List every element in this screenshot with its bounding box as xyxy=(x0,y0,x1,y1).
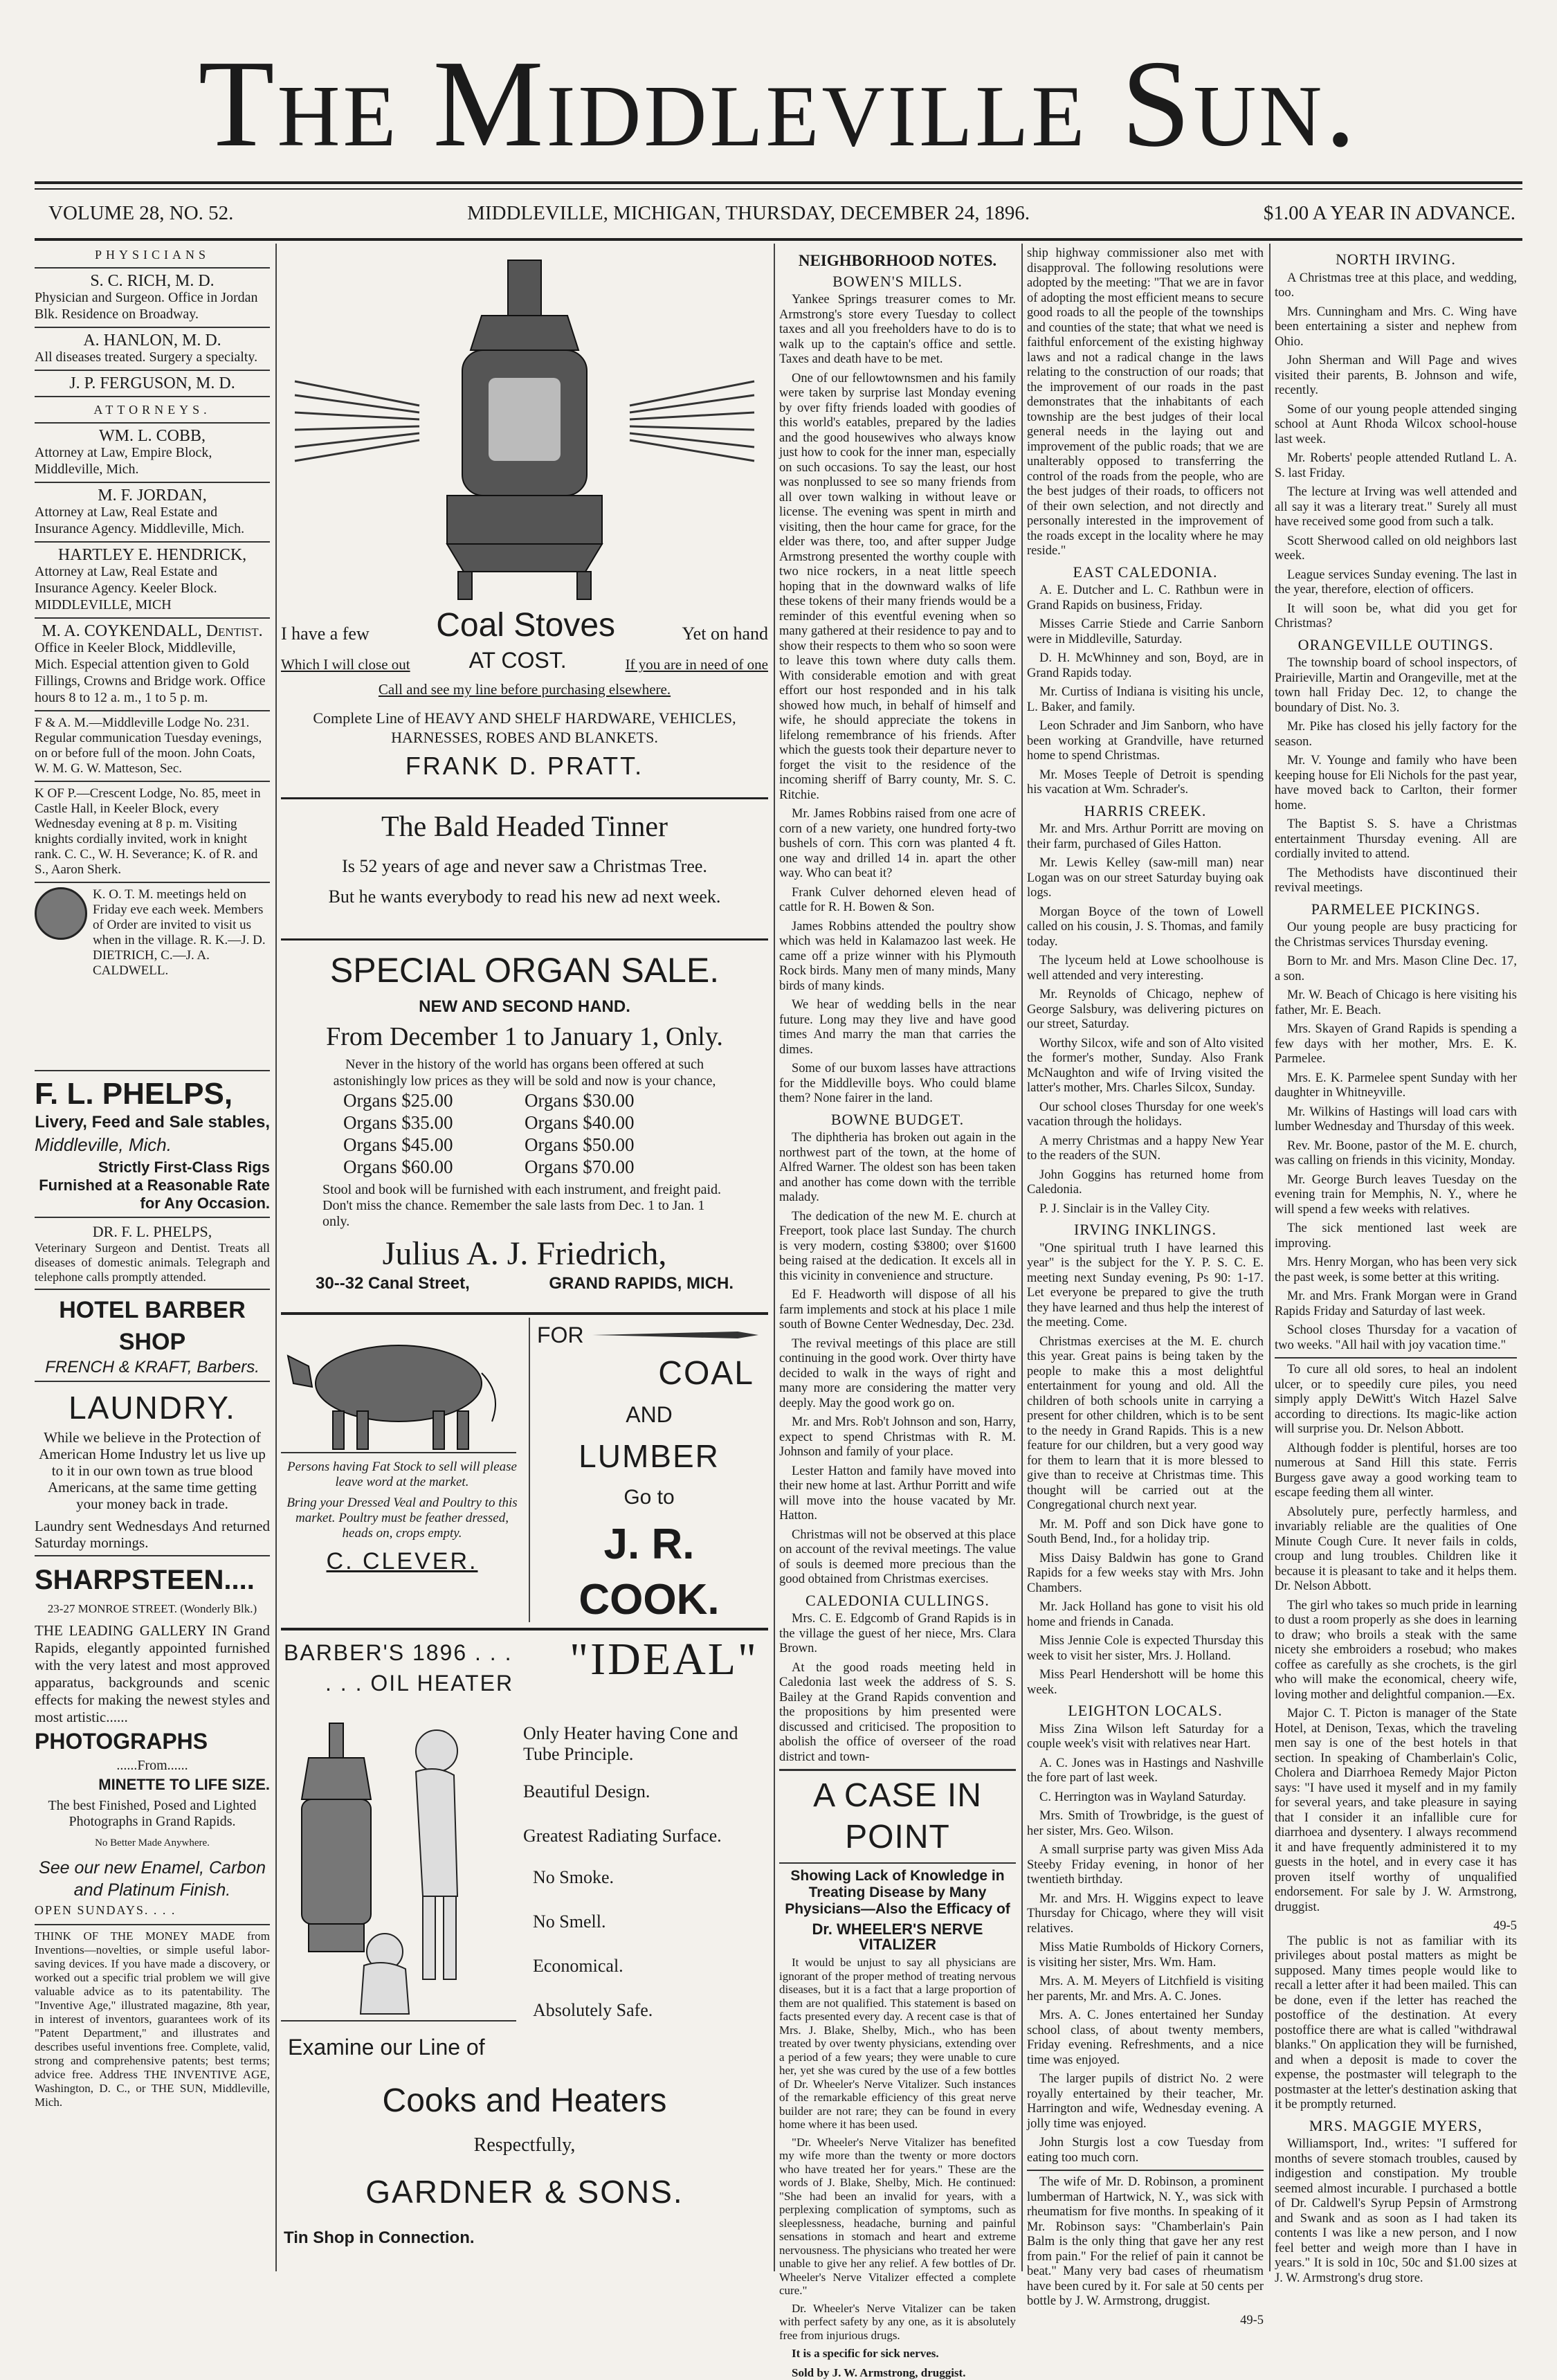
column-rule xyxy=(774,244,775,2271)
ideal-feature: No Smoke. xyxy=(523,1867,765,1888)
divider xyxy=(35,396,270,397)
news-paragraph: A. C. Jones was in Hastings and Nashville the fore part of last week. xyxy=(1027,1756,1264,1786)
news-paragraph: Yankee Springs treasurer comes to Mr. Armstrong's store every Tuesday to collect taxes and all you freeholders have to do is to walk up to the captain's office and settle. Taxes and death have to be met. xyxy=(779,293,1016,367)
news-paragraph: ship highway commissioner also met with disapproval. The following resolutions were adopted by the meeting: "That we are in favor of adopting the most efficient means to secure good roads to all the people of the townships and counties of the state; that what we need is faithful enforcement of the existing highway laws and not a radical change in the laws relating to the construction of our roads; that the improvement of our roads in the past demonstrates that the inhabitants of each township are the best judges of their local general needs in the laying out and improvement of the public roads; that we are unalterably opposed to transferring the control of the roads from the people, who are the best judges of their roads, to officers not of their own selection, and not directly and personally interested in the improvement of the roads except in the locality where he may reside." xyxy=(1027,246,1264,559)
cook-goto: Go to xyxy=(530,1478,768,1517)
clever-ad xyxy=(281,1318,523,1622)
cook-coal: COAL xyxy=(530,1352,768,1395)
attorneys-heading: ATTORNEYS. xyxy=(35,401,270,418)
news-paragraph: Our young people are busy practicing for the Christmas services Thursday evening. xyxy=(1275,920,1517,950)
organ-price: Organs $35.00 xyxy=(343,1111,525,1134)
news-paragraph: Our school closes Thursday for one week's vacation through the holidays. xyxy=(1027,1100,1264,1130)
cook-ad xyxy=(529,1318,768,1622)
organ-stool: Stool and book will be furnished with each instrument, and freight paid. Don't miss the chance. Remember the sale lasts from Dec. 1 to Jan. 1 only. xyxy=(281,1178,768,1234)
card-name: WM. L. COBB, xyxy=(35,428,270,444)
news-paragraph: "Dr. Wheeler's Nerve Vitalizer has benefited my wife more than the twenty or more doctors who have treated her for years." These are the words of J. Blake, Shelby, Mich. He continued: "She had been an invalid for years, with a perplexing complication of symptoms, such as sleeplessness, headache, burning and painful sensations in stomach and heart and extreme nervousness. The physicians who treated her were unable to give her any relief. A few bottles of Dr. Wheeler's Nerve Vitalizer effected a complete cure." xyxy=(779,2136,1016,2298)
news-paragraph: Lester Hatton and family have moved into their new home at last. Arthur Porritt and wife will move into the house vacated by Mr. Hatton. xyxy=(779,1464,1016,1524)
news-paragraph: Miss Matie Rumbolds of Hickory Corners, is visiting her sister, Mrs. Wm. Ham. xyxy=(1027,1941,1264,1970)
tinner-line: But he wants everybody to read his new ad next week. xyxy=(281,882,768,912)
pratt-call: Call and see my line before purchasing elsewhere. xyxy=(281,681,768,698)
lodge-notice: F & A. M.—Middleville Lodge No. 231. Regular communication Tuesday evenings, on or before full of the moon. John Coats, W. M. G. W. Matteson, Sec. xyxy=(35,716,270,776)
volume-number: VOLUME 28, NO. 52. xyxy=(48,202,233,230)
news-paragraph: Mr. Moses Teeple of Detroit is spending his vacation at Wm. Schrader's. xyxy=(1027,768,1264,798)
news-paragraph: Mrs. Skayen of Grand Rapids is spending a few days with her mother, Mrs. E. K. Parmelee. xyxy=(1275,1022,1517,1067)
card-name: A. HANLON, M. D. xyxy=(35,332,270,349)
organ-price: Organs $25.00 xyxy=(343,1089,525,1111)
organ-title: SPECIAL ORGAN SALE. xyxy=(281,944,768,997)
divider xyxy=(35,267,270,269)
news-paragraph: Mrs. E. K. Parmelee spent Sunday with her daughter in Whitneyville. xyxy=(1275,1071,1517,1101)
case-brand: Dr. WHEELER'S NERVE VITALIZER xyxy=(779,1922,1016,1952)
dateline xyxy=(48,202,1515,230)
subsection-heading: IRVING INKLINGS. xyxy=(1027,1222,1264,1237)
card-text: Office in Keeler Block, Middleville, Mich. Especial attention given to Gold Fillings, Crowns and Bridge work. Office hours 8 to 12 a. m., 1 to 5 p. m. xyxy=(35,639,270,706)
news-paragraph: Mrs. Cunningham and Mrs. C. Wing have been entertaining a sister and nephew from Ohio. xyxy=(1275,305,1517,350)
organ-city: GRAND RAPIDS, MICH. xyxy=(549,1274,734,1293)
lodge-emblem-icon xyxy=(35,887,87,940)
news-paragraph: The public is not as familiar with its privileges about postal matters as might be supposed. Many times people would like to recall a letter after it had been mailed. This can be done, even if the letter has reached the postoffice of the destination. At every postoffice there are what is called "withdrawal blanks." On application they will be furnished, and when a deposit is made to cover the expense, the postmaster will telegraph to the postmaster at the letter's destination asking that it be promptly returned. xyxy=(1275,1934,1517,2113)
news-paragraph: It will soon be, what did you get for Christmas? xyxy=(1275,602,1517,632)
cow-illustration xyxy=(281,1318,516,1456)
ideal-feature: Only Heater having Cone and Tube Principle. xyxy=(523,1723,765,1765)
news-paragraph: The township board of school inspectors, of Prairieville, Martin and Orangeville, met at the town hall Friday Dec. 12, to change the boundary of Dist. No. 3. xyxy=(1275,656,1517,716)
news-paragraph: Miss Pearl Hendershott will be home this week. xyxy=(1027,1668,1264,1698)
news-paragraph: C. Herrington was in Wayland Saturday. xyxy=(1027,1790,1264,1806)
sharpsteen-from: ......From...... xyxy=(35,1756,270,1775)
news-paragraph: A merry Christmas and a happy New Year to the readers of the SUN. xyxy=(1027,1134,1264,1164)
column-rule xyxy=(275,244,277,2271)
cook-name: J. R. COOK. xyxy=(530,1517,768,1628)
divider xyxy=(281,1628,768,1630)
news-paragraph: A small surprise party was given Miss Ada Steeby Friday evening, in honor of her twentieth birthday. xyxy=(1027,1843,1264,1888)
sharpsteen-enamel: See our new Enamel, Carbon and Platinum Finish. xyxy=(35,1857,270,1901)
ideal-tin-shop: Tin Shop in Connection. xyxy=(284,2228,475,2248)
news-paragraph: Mr. Wilkins of Hastings will load cars with lumber Wednesday and Thursday of this week. xyxy=(1275,1105,1517,1135)
pratt-at-cost: AT COST. xyxy=(469,648,567,673)
news-paragraph: To cure all old sores, to heal an indolent ulcer, or to speedily cure piles, you need simply apply DeWitt's Witch Hazel Salve according to directions. Its magic-like action will surprise you. Dr. Nelson Abbott. xyxy=(1275,1363,1517,1437)
news-paragraph: Christmas exercises at the M. E. church this year. Great pains is being taken by the people to make this a most delightful entertainment for young and old. All the children of both schools unite in carrying a present for other children, which is to be sent to the needy in Grand Rapids. This is a new feature for our children, but a very good way for them to learn that it is more blessed to give than to receive at Christmas time. This thought will be carried out at the Congregational church next year. xyxy=(1027,1335,1264,1514)
news-paragraph: Williamsport, Ind., writes: "I suffered for months of severe stomach troubles, caused by indigestion and constipation. My trouble seemed almost incurable. I purchased a bottle of Dr. Caldwell's Syrup Pepsin of Armstrong and Swank and as soon as I had taken its contents I was like a new person, and I now feel better and weigh more than I have in years." It is sold in 10c, 50c and $1.00 sizes at J. W. Armstrong's drug store. xyxy=(1275,2137,1517,2286)
place-date: MIDDLEVILLE, MICHIGAN, THURSDAY, DECEMBER 24, 1896. xyxy=(467,202,1030,230)
sharpsteen-sundays: OPEN SUNDAYS. . . . xyxy=(35,1901,270,1920)
news-paragraph: Mr. James Robbins raised from one acre of corn of a new variety, one hundred forty-two bushels of corn. This corn was planted 4 ft. one way and drilled 14 in. apart the other way. Who can beat it? xyxy=(779,807,1016,882)
subsection-heading: MRS. MAGGIE MYERS, xyxy=(1275,2118,1517,2134)
cook-lumber: LUMBER xyxy=(530,1434,768,1478)
divider xyxy=(1027,2170,1264,2171)
ideal-heater-ad xyxy=(281,1633,768,2270)
news-paragraph: James Robbins attended the poultry show which was held in Kalamazoo last week. He came off a prize winner with his Plymouth Rock birds. Many men of many minds, Many birds of many kinds. xyxy=(779,920,1016,994)
news-paragraph: The revival meetings of this place are still continuing in the good work. Over thirty have decided to walk in the ways of right and many more are considering the matter very deeply. May the good work go on. xyxy=(779,1337,1016,1412)
coal-stove-illustration xyxy=(281,246,768,606)
news-paragraph: Leon Schrader and Jim Sanborn, who have been working at Grandville, have returned home to spend Christmas. xyxy=(1027,719,1264,764)
case-sub: Showing Lack of Knowledge in Treating Disease by Many Physicians—Also the Efficacy of xyxy=(779,1868,1016,1918)
news-paragraph: Mr. M. Poff and son Dick have gone to South Bend, Ind., for a holiday trip. xyxy=(1027,1518,1264,1547)
news-paragraph: Mrs. Henry Morgan, who has been very sick the past week, is some better at this writing. xyxy=(1275,1255,1517,1285)
clever-text: Persons having Fat Stock to sell will please leave word at the market. xyxy=(281,1460,523,1490)
lodge-notice: K OF P.—Crescent Lodge, No. 85, meet in Castle Hall, in Keeler Block, every Wednesday evening at 8 p. m. Visiting knights cordially invited, work in knight rank. C. C., W. H. Severance; K. of R. and S., Aaron Sherk. xyxy=(35,786,270,878)
organ-seller-name: Julius A. J. Friedrich, xyxy=(281,1234,768,1274)
news-paragraph: Frank Culver dehorned eleven head of cattle for R. H. Bowen & Son. xyxy=(779,886,1016,916)
news-paragraph: Mrs. Smith of Trowbridge, is the guest of her sister, Mrs. Geo. Wilson. xyxy=(1027,1809,1264,1839)
tinner-ad xyxy=(281,803,768,934)
pratt-complete: Complete Line of HEAVY AND SHELF HARDWARE, VEHICLES, HARNESSES, ROBES AND BLANKETS. xyxy=(281,709,768,747)
pratt-need: If you are in need of one xyxy=(626,656,768,673)
news-paragraph: Mr. Pike has closed his jelly factory for the season. xyxy=(1275,720,1517,750)
news-paragraph: Mr. George Burch leaves Tuesday on the evening train for Memphis, N. Y., where he will spend a few weeks with relatives. xyxy=(1275,1173,1517,1218)
news-paragraph: The wife of Mr. D. Robinson, a prominent lumberman of Hartwick, N. Y., was sick with rheumatism for five months. In speaking of it Mr. Robinson says: "Chamberlain's Pain Balm is the only thing that gave her any rest from pain." For the relief of pain it cannot be beat." Many very bad cases of rheumatism have been cured by it. For sale at 50 cents per bottle by J. W. Armstrong, druggist. xyxy=(1027,2175,1264,2309)
divider xyxy=(35,882,270,883)
township-news-column xyxy=(1275,246,1517,2267)
news-paragraph: Mr. and Mrs. H. Wiggins expect to leave Thursday for Chicago, where they will visit relatives. xyxy=(1027,1892,1264,1937)
subsection-heading: BOWNE BUDGET. xyxy=(779,1112,1016,1127)
news-paragraph: "One spiritual truth I have learned this year" is the subject for the Y. P. S. C. E. meeting next Sunday evening, Ps 90: 1-17. Let everyone be prepared to give the truth they have learned and thus help the interest of the meeting. Come. xyxy=(1027,1242,1264,1331)
ideal-seller: GARDNER & SONS. xyxy=(281,2173,768,2210)
pratt-coal-stoves: Coal Stoves xyxy=(436,606,615,644)
news-paragraph: John Goggins has returned home from Caledonia. xyxy=(1027,1168,1264,1198)
news-paragraph: Sold by J. W. Armstrong, druggist. xyxy=(779,2365,1016,2380)
news-paragraph: The girl who takes so much pride in learning to dust a room properly as she does in learning to draw; who broils a steak with the same nicety she embroiders a rosebud; who makes coffee as carefully as she crochets, is the girl who will make the economical, cheery wife, loving mother and delightful companion.—Ex. xyxy=(1275,1599,1517,1703)
subscription-price: $1.00 A YEAR IN ADVANCE. xyxy=(1264,202,1515,230)
sharpsteen-text: THE LEADING GALLERY IN Grand Rapids, elegantly appointed furnished with the very latest and most approved apparatus, backgrounds and scenic effects for making the newest styles and most artistic...... xyxy=(35,1622,270,1726)
organ-sale-ad xyxy=(281,944,768,1304)
section-heading: NEIGHBORHOOD NOTES. xyxy=(779,253,1016,269)
card-name: HARTLEY E. HENDRICK, xyxy=(35,547,270,563)
pratt-ad xyxy=(281,246,768,793)
news-paragraph: School closes Thursday for a vacation of two weeks. "All hail with joy vacation time." xyxy=(1275,1323,1517,1353)
tinner-title: The Bald Headed Tinner xyxy=(281,803,768,851)
ideal-feature-list xyxy=(523,1723,765,2044)
divider xyxy=(35,1381,270,1382)
ads-column xyxy=(35,1066,270,2270)
clever-text: Bring your Dressed Veal and Poultry to this market. Poultry must be feather dressed, heads on, crops empty. xyxy=(281,1496,523,1541)
sharpsteen-minette: MINETTE TO LIFE SIZE. xyxy=(35,1775,270,1794)
news-paragraph: Mr. Curtiss of Indiana is visiting his uncle, L. Baker, and family. xyxy=(1027,685,1264,715)
divider xyxy=(35,422,270,424)
news-paragraph: Miss Zina Wilson left Saturday for a couple week's visit with relatives near Hart. xyxy=(1027,1723,1264,1752)
pratt-yet: Yet on hand xyxy=(682,624,768,644)
news-paragraph: Mrs. C. E. Edgcomb of Grand Rapids is in the village the guest of her niece, Mrs. Clara Brown. xyxy=(779,1612,1016,1657)
news-paragraph: The larger pupils of district No. 2 were royally entertained by their teacher, Mr. Harrington and wife, Wednesday evening. A jolly time was enjoyed. xyxy=(1027,2072,1264,2132)
organ-price: Organs $45.00 xyxy=(343,1134,525,1156)
ideal-examine: Examine our Line of xyxy=(281,2035,775,2060)
news-paragraph: Dr. Wheeler's Nerve Vitalizer can be taken with perfect safety by any one, as it is absolutely free from injurious drugs. xyxy=(779,2302,1016,2343)
sharpsteen-finished: The best Finished, Posed and Lighted Photographs in Grand Rapids. xyxy=(35,1798,270,1830)
subsection-heading: BOWEN'S MILLS. xyxy=(779,274,1016,289)
news-paragraph: Misses Carrie Stiede and Carrie Sanborn were in Middleville, Saturday. xyxy=(1027,617,1264,647)
organ-price: Organs $70.00 xyxy=(525,1156,706,1178)
card-text: Attorney at Law, Real Estate and Insurance Agency. Keeler Block. MIDDLEVILLE, MICH xyxy=(35,563,270,613)
news-paragraph: Mr. and Mrs. Arthur Porritt are moving on their farm, purchased of Giles Hatton. xyxy=(1027,822,1264,852)
ideal-resp: Respectfully, xyxy=(281,2134,768,2156)
subsection-heading: EAST CALEDONIA. xyxy=(1027,565,1264,580)
subsection-heading: CALEDONIA CULLINGS. xyxy=(779,1593,1016,1608)
news-paragraph: Ed F. Headworth will dispose of all his farm implements and stock at his place 1 mile south of Bowne Center Wednesday, Dec. 23d. xyxy=(779,1288,1016,1333)
sharpsteen-address: 23-27 MONROE STREET. (Wonderly Blk.) xyxy=(35,1599,270,1618)
news-paragraph: Mr. and Mrs. Rob't Johnson and son, Harry, expect to spend Christmas with R. M. Johnson and family of your place. xyxy=(779,1415,1016,1460)
news-paragraph: The Methodists have discontinued their revival meetings. xyxy=(1275,866,1517,896)
news-paragraph: It would be unjust to say all physicians are ignorant of the proper method of treating nervous diseases, but it is a fact that a large proportion of them are not qualified. This statement is based on facts presented every day. A recent case is that of Mrs. J. Blake, Shelby, Mich., who has been treated by over twenty physicians, extending over a period of a few years; they were unable to cure her, yet she was cured by the use of a few bottles of Dr. Wheeler's Nerve Vitalizer. Such instances of the remarkable efficiency of this great nerve builder are not rare; they can be found in every home where it has been used. xyxy=(779,1956,1016,2132)
news-paragraph: The sick mentioned last week are improving. xyxy=(1275,1221,1517,1251)
organ-address: 30--32 Canal Street, xyxy=(316,1274,470,1293)
dateline-rule xyxy=(35,238,1522,241)
news-paragraph: Although fodder is plentiful, horses are too numerous at Sand Hill this state. Ferris Burgess gave away a good working team to escape feeding them all winter. xyxy=(1275,1442,1517,1501)
lodge-notice: K. O. T. M. meetings held on Friday eve each week. Members of Order are invited to visit us when in the village. R. K.—J. D. DIETRICH, C.—J. A. CALDWELL. xyxy=(93,887,270,979)
news-paragraph: Mr. V. Younge and family who have been keeping house for Eli Nichols for the past year, have moved back to Carlton, their former home. xyxy=(1275,754,1517,813)
news-paragraph: A. E. Dutcher and L. C. Rathbun were in Grand Rapids on business, Friday. xyxy=(1027,583,1264,613)
divider xyxy=(35,710,270,711)
news-paragraph: Miss Daisy Baldwin has gone to Grand Rapids for a few weeks stay with Mrs. John Chambers. xyxy=(1027,1552,1264,1597)
pratt-which: Which I will close out xyxy=(281,656,410,673)
divider xyxy=(35,482,270,483)
organ-dates: From December 1 to January 1, Only. xyxy=(281,1017,768,1056)
news-paragraph: Mr. and Mrs. Frank Morgan were in Grand Rapids Friday and Saturday of last week. xyxy=(1275,1289,1517,1319)
ideal-feature: Greatest Radiating Surface. xyxy=(523,1826,765,1846)
column-rule xyxy=(1269,244,1271,2271)
sharpsteen-better: No Better Made Anywhere. xyxy=(35,1834,270,1853)
directory-column xyxy=(35,246,270,1063)
card-text: All diseases treated. Surgery a specialty. xyxy=(35,349,270,365)
news-paragraph: One of our fellowtownsmen and his family were taken by surprise last Monday evening by over fifty friends loaded with goodies of this world's eatables, prepared by the ladies and the good housewives who always know just how to cook for the inner man, especially on such occasions. To say the least, our host was nonplussed to see so many friends from all over town walking in without leave or license. The evening was spent in mirth and visiting, then the hour came for grace, for the elder was there, too, and after supper Judge Armstrong presented the worthy couple with two nice rockers, in a neat little speech hoping that in the downward walks of life these tokens of their many friends would be a reminder of this eventful evening when so many gathered at their residence to pay and to show their respects to them who so soon were to leave this town where duty calls them. With considerable emotion and with great effort our host responded and in his talk showed how much, in behalf of himself and wife, he should appreciate the tokens in lifelong remembrance of his friends. After which the guests took their departure never to forget the visit to the residence of the incoming sheriff of Barry county, Mr. S. C. Ritchie. xyxy=(779,372,1016,803)
card-name: M. F. JORDAN, xyxy=(35,487,270,504)
news-paragraph: Mrs. A. M. Meyers of Litchfield is visiting her parents, Mr. and Mrs. A. C. Jones. xyxy=(1027,1974,1264,2004)
tinner-line: Is 52 years of age and never saw a Christmas Tree. xyxy=(281,851,768,882)
news-paragraph: P. J. Sinclair is in the Valley City. xyxy=(1027,1202,1264,1217)
divider xyxy=(35,370,270,371)
card-text: Attorney at Law, Empire Block, Middleville, Mich. xyxy=(35,444,270,478)
clever-name: C. CLEVER. xyxy=(281,1548,523,1575)
ideal-oil: . . . OIL HEATER xyxy=(325,1671,513,1696)
phelps-name: F. L. PHELPS, xyxy=(35,1075,270,1113)
divider xyxy=(1275,1357,1517,1359)
vet-text: Veterinary Surgeon and Dentist. Treats all diseases of domestic animals. Telegraph and telephone calls promptly attended. xyxy=(35,1241,270,1284)
news-paragraph: The diphtheria has broken out again in the northwest part of the town, at the home of Alfred Warner. The oldest son has been taken and another has come down with the terrible malady. xyxy=(779,1131,1016,1206)
subsection-heading: NORTH IRVING. xyxy=(1275,252,1517,267)
news-paragraph: At the good roads meeting held in Caledonia last week the address of S. S. Bailey at the Grand Rapids convention and the propositions by him presented were discussed and criticised. The proposition to abolish the office of overseer of the road district and town- xyxy=(779,1661,1016,1765)
news-paragraph: Mr. W. Beach of Chicago is here visiting his father, Mr. E. Beach. xyxy=(1275,988,1517,1018)
news-paragraph: League services Sunday evening. The last in the year, therefore, election of officers. xyxy=(1275,568,1517,598)
news-paragraph: D. H. McWhinney and son, Boyd, are in Grand Rapids today. xyxy=(1027,651,1264,681)
ideal-barbers: BARBER'S 1896 . . . xyxy=(284,1640,512,1666)
news-paragraph: Mr. Jack Holland has gone to visit his old home and friends in Canada. xyxy=(1027,1600,1264,1630)
organ-price: Organs $40.00 xyxy=(525,1111,706,1134)
cook-and: AND xyxy=(530,1395,768,1434)
laundry-title: LAUNDRY. xyxy=(35,1386,270,1429)
ideal-feature: Absolutely Safe. xyxy=(523,2000,765,2021)
vet-name: DR. F. L. PHELPS, xyxy=(35,1222,270,1241)
masthead-title: The Middleville Sun. xyxy=(0,28,1557,180)
news-paragraph: Major C. T. Picton is manager of the State Hotel, at Denison, Texas, which the traveling men say is one of the best hotels in that section. In speaking of Chamberlain's Colic, Cholera and Diarrhoea Remedy Major Picton says: "I have used it myself and in my family for several years, and take pleasure in saying that I consider it an infallible cure for diarrhoea and dysentery. I always recommend it and have frequently administered it to my guests in the hotel, and in every case it has proven itself worthy of unqualified endorsement. For sale by J. W. Armstrong, druggist. xyxy=(1275,1707,1517,1915)
ideal-feature: No Smell. xyxy=(523,1911,765,1932)
divider xyxy=(281,1312,768,1315)
organ-price: Organs $30.00 xyxy=(525,1089,706,1111)
divider xyxy=(35,541,270,543)
news-paragraph: The lyceum held at Lowe schoolhouse is well attended and very interesting. xyxy=(1027,954,1264,983)
divider xyxy=(35,1289,270,1290)
ideal-feature: Economical. xyxy=(523,1956,765,1977)
divider xyxy=(35,1924,270,1925)
divider xyxy=(779,1862,1016,1864)
item-number: 49-5 xyxy=(1027,2314,1264,2329)
phelps-town: Middleville, Mich. xyxy=(35,1136,270,1154)
subsection-heading: LEIGHTON LOCALS. xyxy=(1027,1703,1264,1718)
organ-text: Never in the history of the world has organs been offered at such astonishingly low prices as they will be sold and now is your chance, xyxy=(281,1056,768,1089)
news-paragraph: Miss Jennie Cole is expected Thursday this week to visit her sister, Mrs. J. Holland. xyxy=(1027,1634,1264,1664)
news-paragraph: We hear of wedding bells in the near future. Long may they live and have good times And marry the man that carries the dimes. xyxy=(779,998,1016,1057)
card-name: S. C. RICH, M. D. xyxy=(35,273,270,289)
news-paragraph: Mr. Roberts' people attended Rutland L. A. S. last Friday. xyxy=(1275,451,1517,481)
news-paragraph: A Christmas tree at this place, and wedding, too. xyxy=(1275,271,1517,301)
card-name: M. A. COYKENDALL, Dentist. xyxy=(35,623,270,639)
divider xyxy=(35,1555,270,1556)
news-paragraph: It is a specific for sick nerves. xyxy=(779,2346,1016,2361)
news-paragraph: The lecture at Irving was well attended and all say it was a literary treat." Surely all must have received some good from such a talk. xyxy=(1275,485,1517,530)
news-paragraph: Christmas will not be observed at this place on account of the revival meetings. The value of souls is deemed more precious than the good obtained from Christmas exercises. xyxy=(779,1528,1016,1588)
news-paragraph: Some of our buxom lasses have attractions for the Middleville boys. Who could blame them? None fairer in the land. xyxy=(779,1062,1016,1107)
laundry-sent: Laundry sent Wednesdays And returned Saturday mornings. xyxy=(35,1518,270,1551)
divider xyxy=(35,1217,270,1218)
column-rule xyxy=(1021,244,1023,2271)
news-paragraph: Mr. Lewis Kelley (saw-mill man) near Logan was on our street Saturday buying oak logs. xyxy=(1027,856,1264,901)
news-paragraph: Absolutely pure, perfectly harmless, and invariably reliable are the qualities of One Minute Cough Cure. It never fails in colds, croup and lung troubles. Children like it because it is pleasant to take and it helps them. Dr. Nelson Abbott. xyxy=(1275,1505,1517,1595)
physicians-heading: PHYSICIANS xyxy=(35,246,270,263)
local-news-column xyxy=(1027,246,1264,2267)
card-name: J. P. FERGUSON, M. D. xyxy=(35,375,270,392)
news-paragraph: Worthy Silcox, wife and son of Alto visited the former's mother, Sunday. Also Frank McNaughton and wife of Irving visited the latter's mother, Mrs. Charles Silcox, Sunday. xyxy=(1027,1037,1264,1096)
sharpsteen-title: SHARPSTEEN.... xyxy=(35,1561,270,1599)
phelps-line: Strictly First-Class Rigs Furnished at a Reasonable Rate for Any Occasion. xyxy=(35,1159,270,1212)
news-paragraph: Morgan Boyce of the town of Lowell called on his cousin, J. S. Thomas, and family today. xyxy=(1027,905,1264,950)
masthead-rule xyxy=(35,181,1522,184)
cook-for: FOR xyxy=(530,1318,768,1352)
organ-sub: NEW AND SECOND HAND. xyxy=(281,997,768,1017)
ideal-feature: Beautiful Design. xyxy=(523,1781,765,1802)
divider xyxy=(779,1769,1016,1771)
case-title: A CASE IN POINT xyxy=(779,1775,1016,1858)
news-paragraph: The Baptist S. S. have a Christmas entertainment Thursday evening. All are cordially invited to attend. xyxy=(1275,817,1517,862)
divider xyxy=(35,1070,270,1071)
neighborhood-notes-column xyxy=(779,246,1016,2267)
laundry-text: While we believe in the Protection of American Home Industry let us live up to it in our own town as true blood Americans, at the same time getting your money back in trade. xyxy=(35,1429,270,1512)
organ-price: Organs $50.00 xyxy=(525,1134,706,1156)
news-paragraph: Scott Sherwood called on old neighbors last week. xyxy=(1275,534,1517,564)
organ-price: Organs $60.00 xyxy=(343,1156,525,1178)
news-paragraph: Born to Mr. and Mrs. Mason Cline Dec. 17, a son. xyxy=(1275,954,1517,984)
masthead-rule-thin xyxy=(35,188,1522,190)
pratt-have: I have a few xyxy=(281,624,370,644)
divider xyxy=(35,617,270,619)
news-paragraph: John Sherman and Will Page and wives visited their parents, B. Johnson and wife, recently. xyxy=(1275,354,1517,399)
subsection-heading: HARRIS CREEK. xyxy=(1027,803,1264,819)
news-paragraph: Mr. Reynolds of Chicago, nephew of George Salsbury, was delivering pictures on our street, Saturday. xyxy=(1027,988,1264,1033)
organ-price-list xyxy=(281,1089,768,1178)
phelps-line: Livery, Feed and Sale stables, xyxy=(35,1113,270,1132)
photographs-heading: PHOTOGRAPHS xyxy=(35,1726,270,1756)
subsection-heading: PARMELEE PICKINGS. xyxy=(1275,902,1517,917)
barber-title: HOTEL BARBER SHOP xyxy=(35,1294,270,1358)
news-paragraph: Mrs. A. C. Jones entertained her Sunday school class, of about twenty members, Friday evening. Refreshments, and a nice time was enjoyed. xyxy=(1027,2008,1264,2068)
item-number: 49-5 xyxy=(1275,1919,1517,1934)
barber-sub: FRENCH & KRAFT, Barbers. xyxy=(35,1358,270,1377)
news-paragraph: Rev. Mr. Boone, pastor of the M. E. church, was calling on friends in this vicinity, Monday. xyxy=(1275,1139,1517,1169)
subsection-heading: ORANGEVILLE OUTINGS. xyxy=(1275,637,1517,653)
divider xyxy=(35,781,270,782)
divider xyxy=(35,327,270,328)
card-text: Physician and Surgeon. Office in Jordan Blk. Residence on Broadway. xyxy=(35,289,270,323)
news-paragraph: John Sturgis lost a cow Tuesday from eating too much corn. xyxy=(1027,2136,1264,2165)
ideal-cooks: Cooks and Heaters xyxy=(281,2082,768,2120)
ideal-title: "IDEAL" xyxy=(570,1633,758,1686)
card-text: Attorney at Law, Real Estate and Insurance Agency. Middleville, Mich. xyxy=(35,504,270,537)
news-paragraph: Some of our young people attended singing school at Aunt Rhoda Wilcox school-house last week. xyxy=(1275,403,1517,448)
inventive-age-text: THINK OF THE MONEY MADE from Inventions—novelties, or simple useful labor-saving devices. If you have made a discovery, or worked out a specific trial problem we will give valuable advice as to its patentability. The "Inventive Age," illustrated magazine, 8th year, in interest of inventors, guarantees work of its "Patent Department," and illustrates and describes useful inventions free. Complete, valid, strong and comprehensive patents; best terms; advice free. Address THE INVENTIVE AGE, Washington, D. C., or THE SUN, Middleville, Mich. xyxy=(35,1929,270,2109)
pratt-name: FRANK D. PRATT. xyxy=(281,752,768,781)
news-paragraph: The dedication of the new M. E. church at Freeport, took place last Sunday. The church is very modern, costing $3800; over $1600 being raised at the dedication. It excels all in this vicinity in convenience and structure. xyxy=(779,1210,1016,1284)
divider xyxy=(281,797,768,799)
divider xyxy=(281,938,768,941)
heater-child-illustration xyxy=(281,1709,516,2028)
